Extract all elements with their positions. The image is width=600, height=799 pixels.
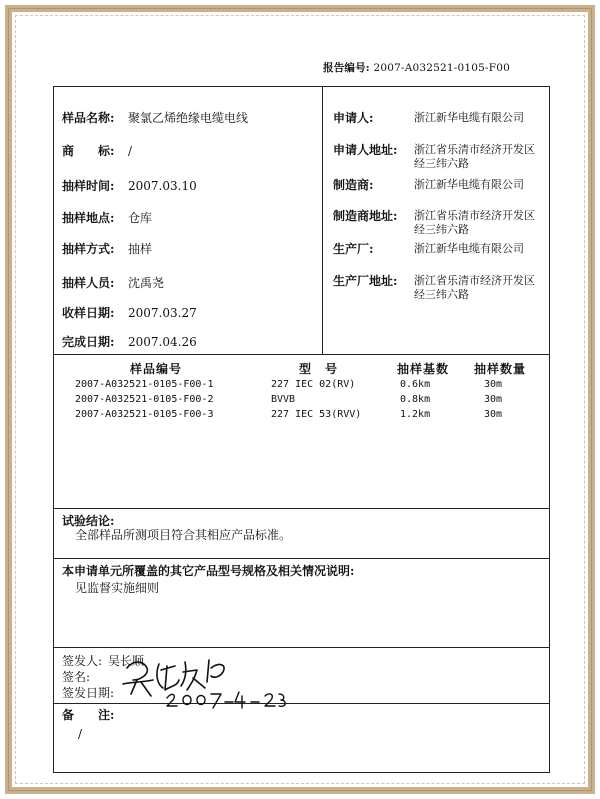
table-cell: 2007-A032521-0105-F00-1: [75, 379, 214, 390]
divider: [53, 508, 550, 509]
header-sampling-base: 抽样基数: [397, 362, 450, 376]
sampling-method-label: 抽样方式:: [62, 242, 115, 256]
table-cell: 0.6km: [400, 379, 431, 390]
factory-address-line1: 浙江省乐清市经济开发区: [414, 274, 535, 287]
report-number: [323, 60, 510, 75]
applicant-label: 申请人:: [333, 111, 374, 125]
factory-address-line2: 经三纬六路: [414, 288, 469, 301]
issuer-name: 吴长顺: [108, 654, 145, 668]
applicant-address-line1: 浙江省乐清市经济开发区: [414, 143, 535, 156]
coverage-label: 本申请单元所覆盖的其它产品型号规格及相关情况说明:: [62, 564, 355, 578]
manufacturer-value: 浙江新华电缆有限公司: [414, 178, 524, 191]
issue-date-label: 签发日期:: [62, 686, 115, 700]
manufacturer-address-label: 制造商地址:: [333, 209, 398, 223]
manufacturer-address-line2: 经三纬六路: [414, 223, 469, 236]
header-model: 型 号: [299, 362, 339, 376]
report-number-label: 报告编号:: [323, 62, 370, 74]
coverage-text: 见监督实施细则: [75, 581, 160, 595]
sampling-place-label: 抽样地点:: [62, 211, 115, 225]
sampling-time-label: 抽样时间:: [62, 179, 115, 193]
factory-label: 生产厂:: [333, 242, 374, 256]
table-cell: 30m: [484, 379, 503, 390]
signature-label: 签名:: [62, 670, 91, 684]
table-cell: 30m: [484, 409, 503, 420]
received-date-label: 收样日期:: [62, 306, 115, 320]
divider: [53, 647, 550, 648]
conclusion-label: 试验结论:: [62, 514, 115, 528]
table-cell: 30m: [484, 394, 503, 405]
table-cell: BVVB: [271, 394, 296, 405]
trademark-label: 商 标:: [62, 144, 115, 158]
applicant-value: 浙江新华电缆有限公司: [414, 111, 524, 124]
conclusion-text: 全部样品所测项目符合其相应产品标准。: [75, 528, 292, 542]
remarks-label: 备 注:: [62, 708, 115, 722]
table-cell: 2007-A032521-0105-F00-3: [75, 409, 214, 420]
sample-name-value: 聚氯乙烯绝缘电缆电线: [128, 111, 249, 125]
table-cell: 0.8km: [400, 394, 431, 405]
sampler-value: 沈禹尧: [128, 276, 165, 290]
sample-name-label: 样品名称:: [62, 111, 115, 125]
issuer-label: 签发人:: [62, 654, 103, 668]
remarks-value: /: [78, 727, 83, 741]
factory-value: 浙江新华电缆有限公司: [414, 242, 524, 255]
divider: [53, 354, 550, 355]
sampling-place-value: 仓库: [128, 211, 153, 225]
divider: [53, 558, 550, 559]
table-cell: 227 IEC 02(RV): [271, 379, 356, 390]
sampling-method-value: 抽样: [128, 242, 153, 256]
sampler-label: 抽样人员:: [62, 276, 115, 290]
table-cell: 227 IEC 53(RVV): [271, 409, 362, 420]
table-cell: 1.2km: [400, 409, 431, 420]
column-divider: [322, 86, 323, 354]
table-cell: 2007-A032521-0105-F00-2: [75, 394, 214, 405]
applicant-address-label: 申请人地址:: [333, 143, 398, 157]
trademark-value: /: [128, 144, 133, 158]
header-sample-number: 样品编号: [130, 362, 183, 376]
completed-date-value: 2007.04.26: [128, 335, 197, 349]
factory-address-label: 生产厂地址:: [333, 274, 398, 288]
manufacturer-address-line1: 浙江省乐清市经济开发区: [414, 209, 535, 222]
report-number-value: 2007-A032521-0105-F00: [373, 62, 511, 74]
received-date-value: 2007.03.27: [128, 306, 197, 320]
header-sampling-quantity: 抽样数量: [474, 362, 527, 376]
manufacturer-label: 制造商:: [333, 178, 374, 192]
completed-date-label: 完成日期:: [62, 335, 115, 349]
handwritten-signature: [115, 650, 290, 710]
applicant-address-line2: 经三纬六路: [414, 157, 469, 170]
sampling-time-value: 2007.03.10: [128, 179, 197, 193]
